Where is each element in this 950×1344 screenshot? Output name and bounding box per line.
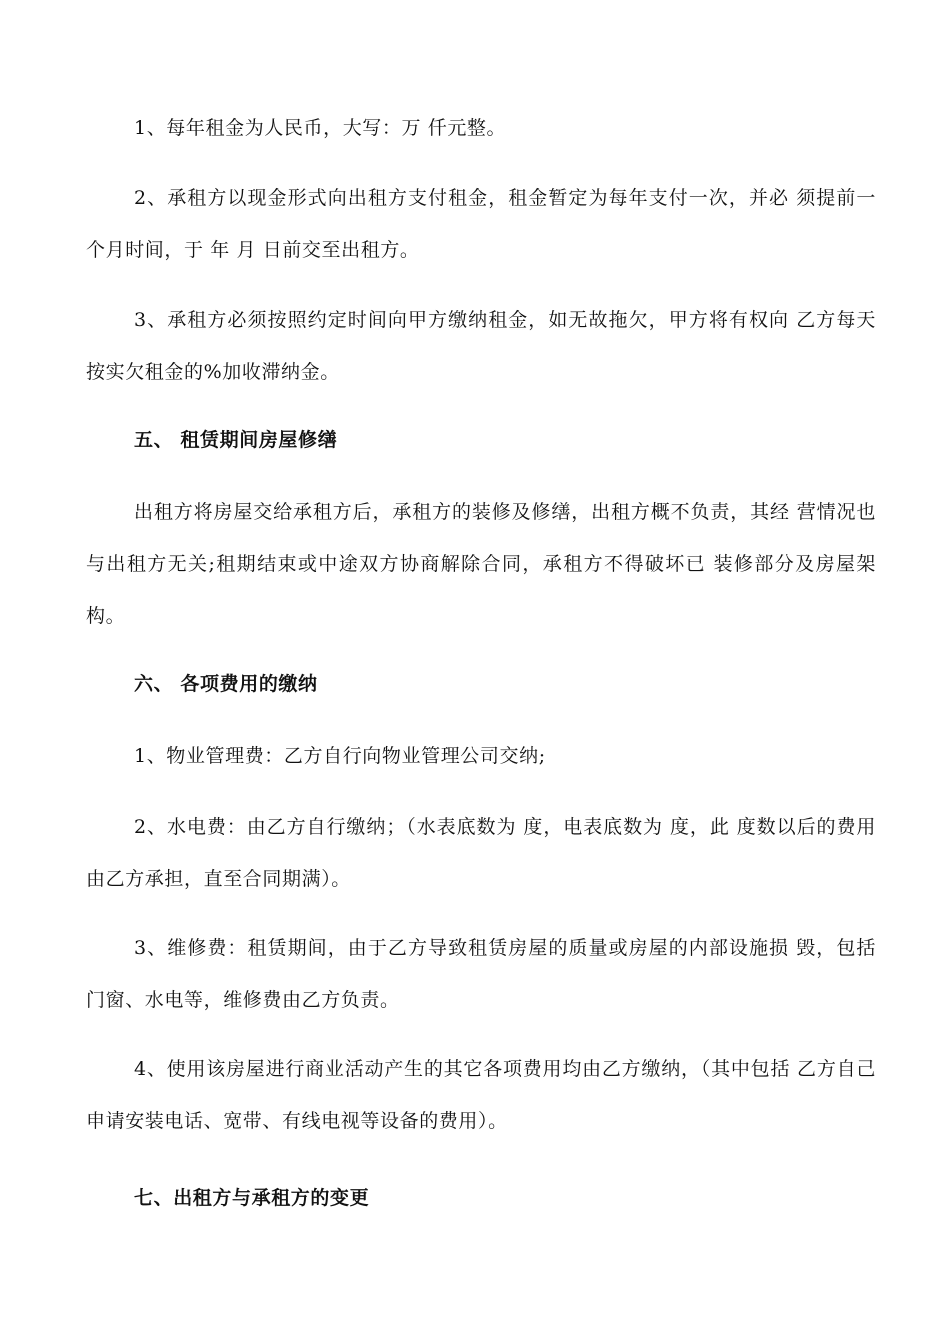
other-fees-paragraph: 4、使用该房屋进行商业活动产生的其它各项费用均由乙方缴纳，（其中包括 乙方自己申请安装电话、宽带、有线电视等设备的费用）。 xyxy=(86,1058,876,1132)
maintenance-fee-paragraph: 3、维修费：租赁期间，由于乙方导致租赁房屋的质量或房屋的内部设施损 毁，包括门窗、水电等，维修费由乙方负责。 xyxy=(86,937,876,1011)
section-seven-heading: 七、出租方与承租方的变更 xyxy=(134,1187,370,1209)
property-fee-paragraph: 1、物业管理费：乙方自行向物业管理公司交纳; xyxy=(134,745,546,767)
rent-amount-paragraph: 1、每年租金为人民币，大写：万 仟元整。 xyxy=(134,117,507,139)
section-five-heading: 五、 租赁期间房屋修缮 xyxy=(134,429,338,451)
rent-payment-paragraph: 2、承租方以现金形式向出租方支付租金，租金暂定为每年支付一次，并必 须提前一个月时间，于 年 月 日前交至出租方。 xyxy=(86,187,876,261)
repair-paragraph: 出租方将房屋交给承租方后，承租方的装修及修缮，出租方概不负责，其经 营情况也与出租方无关;租期结束或中途双方协商解除合同，承租方不得破坏已 装修部分及房屋架构。 xyxy=(86,501,876,627)
utility-fee-paragraph: 2、水电费：由乙方自行缴纳；（水表底数为 度，电表底数为 度，此 度数以后的费用由乙方承担，直至合同期满）。 xyxy=(86,816,876,890)
late-fee-paragraph: 3、承租方必须按照约定时间向甲方缴纳租金，如无故拖欠，甲方将有权向 乙方每天按实欠租金的%加收滞纳金。 xyxy=(86,309,876,383)
section-six-heading: 六、 各项费用的缴纳 xyxy=(134,673,318,695)
